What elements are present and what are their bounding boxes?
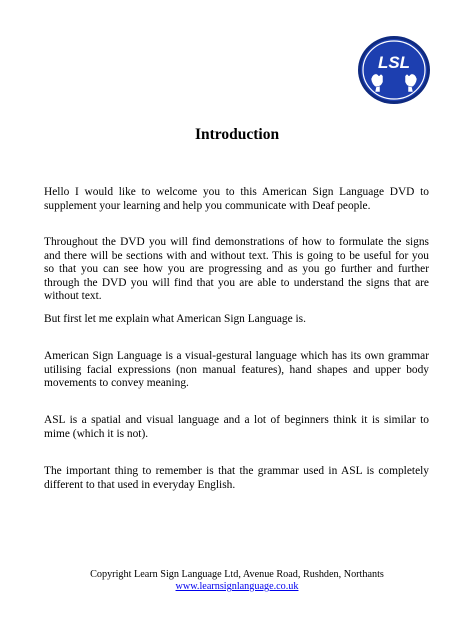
paragraph-explain-intro: But first let me explain what American Sign Language is. — [44, 313, 306, 325]
paragraph-welcome: Hello I would like to welcome you to this American Sign Language DVD to supplement your learning and help you communicate with Deaf people. — [44, 186, 429, 212]
paragraph-dvd-overview: Throughout the DVD you will find demonstrations of how to formulate the signs and there will be sections with and without text. This is going to be useful for you so that you can see how you are progressing and as you go further and further through the DVD you will find that you are able to understand the signs that are without text. — [44, 236, 429, 303]
website-link[interactable]: www.learnsignlanguage.co.uk — [175, 581, 299, 592]
paragraph-asl-definition: American Sign Language is a visual-gestural language which has its own grammar utilising facial expressions (non manual features), hand shapes and upper body movements to convey meaning. — [44, 350, 429, 390]
lsl-logo — [357, 35, 431, 105]
paragraph-asl-spatial: ASL is a spatial and visual language and a lot of beginners think it is similar to mime (which it is not). — [44, 414, 429, 440]
logo-text: LSL — [377, 53, 411, 72]
paragraph-grammar-note: The important thing to remember is that the grammar used in ASL is completely different to that used in everyday English. — [44, 465, 429, 491]
footer-copyright: Copyright Learn Sign Language Ltd, Avenue Road, Rushden, Northants — [90, 569, 384, 580]
page-title: Introduction — [194, 126, 280, 143]
